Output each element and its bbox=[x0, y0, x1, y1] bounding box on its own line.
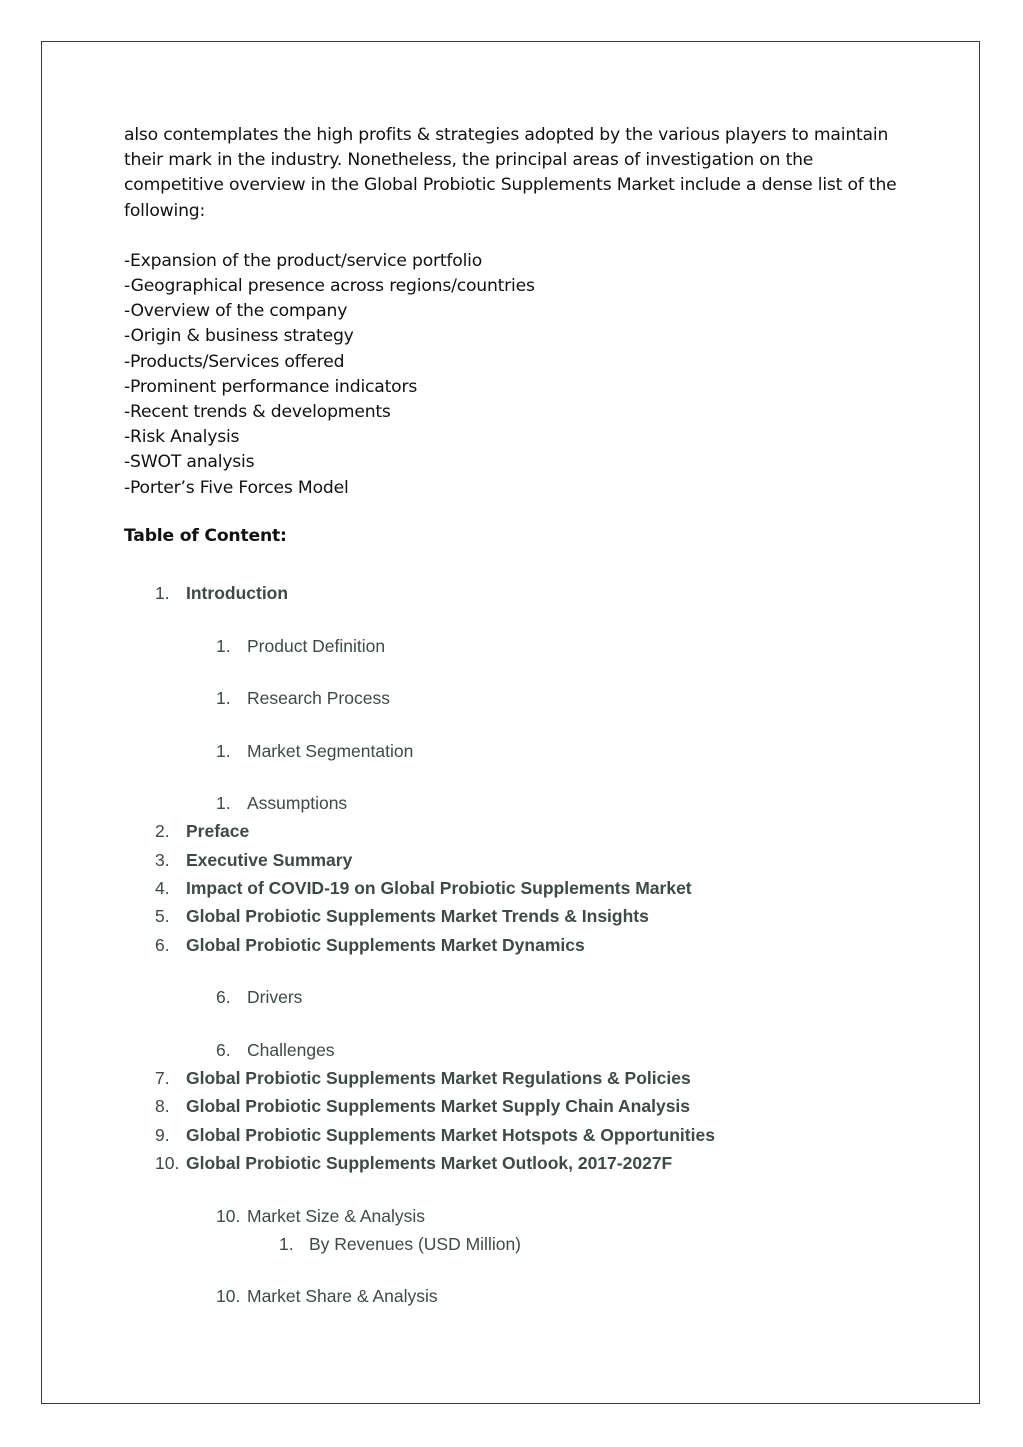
toc-label: Assumptions bbox=[247, 793, 348, 813]
body-text bbox=[124, 123, 914, 501]
toc-label: Introduction bbox=[186, 583, 289, 603]
toc-number: 1. bbox=[216, 793, 231, 813]
toc-label: Global Probiotic Supplements Market Dynamics bbox=[186, 935, 585, 955]
toc-label: Market Segmentation bbox=[247, 741, 414, 761]
toc-number: 9. bbox=[155, 1125, 170, 1145]
list-item: -Expansion of the product/service portfolio bbox=[124, 250, 483, 271]
toc-number: 7. bbox=[155, 1068, 170, 1088]
toc-number: 1. bbox=[216, 688, 231, 708]
intro-paragraph bbox=[124, 123, 914, 224]
toc-label: Global Probiotic Supplements Market Regulations & Policies bbox=[186, 1068, 691, 1088]
feature-list bbox=[124, 249, 914, 501]
toc-number: 5. bbox=[155, 906, 170, 926]
list-item: -Porter’s Five Forces Model bbox=[124, 477, 349, 498]
toc-label: Impact of COVID-19 on Global Probiotic Supplements Market bbox=[186, 878, 692, 898]
intro-line: competitive overview in the Global Probiotic Supplements Market include a dense list of the bbox=[124, 175, 897, 196]
toc-label: Market Size & Analysis bbox=[247, 1206, 425, 1226]
toc-number: 2. bbox=[155, 821, 170, 841]
list-item: -Recent trends & developments bbox=[124, 402, 391, 423]
toc-number: 6. bbox=[155, 935, 170, 955]
intro-line: following: bbox=[124, 200, 206, 221]
toc-number: 10. bbox=[216, 1286, 241, 1306]
toc-label: Global Probiotic Supplements Market Supply Chain Analysis bbox=[186, 1096, 691, 1116]
toc-label: Executive Summary bbox=[186, 850, 353, 870]
list-item: -Risk Analysis bbox=[124, 427, 240, 448]
list-item: -Origin & business strategy bbox=[124, 326, 354, 347]
toc-number: 1. bbox=[155, 583, 170, 603]
toc-label: Market Share & Analysis bbox=[247, 1286, 438, 1306]
list-item: -SWOT analysis bbox=[124, 452, 255, 473]
toc-number: 6. bbox=[216, 987, 231, 1007]
toc-number: 4. bbox=[155, 878, 170, 898]
toc-number: 10. bbox=[155, 1153, 180, 1173]
intro-line: also contemplates the high profits & strategies adopted by the various players to maintain bbox=[124, 125, 889, 145]
toc-number: 3. bbox=[155, 850, 170, 870]
toc-label: Global Probiotic Supplements Market Outlook, 2017-2027F bbox=[186, 1153, 673, 1173]
toc-number: 1. bbox=[279, 1234, 294, 1254]
toc-label: Global Probiotic Supplements Market Hotspots & Opportunities bbox=[186, 1125, 715, 1145]
list-item: -Prominent performance indicators bbox=[124, 376, 418, 397]
toc-heading: Table of Content: bbox=[124, 526, 287, 546]
list-item: -Geographical presence across regions/countries bbox=[124, 276, 535, 297]
list-item: -Products/Services offered bbox=[124, 351, 345, 372]
list-item: -Overview of the company bbox=[124, 301, 348, 322]
toc-number: 6. bbox=[216, 1040, 231, 1060]
toc-number: 10. bbox=[216, 1206, 241, 1226]
toc-label: Drivers bbox=[247, 987, 303, 1007]
toc-label: Challenges bbox=[247, 1040, 335, 1060]
toc-label: Preface bbox=[186, 821, 250, 841]
toc-number: 8. bbox=[155, 1096, 170, 1116]
toc-label: Product Definition bbox=[247, 636, 386, 656]
toc-label: Global Probiotic Supplements Market Trends & Insights bbox=[186, 906, 649, 926]
toc-number: 1. bbox=[216, 636, 231, 656]
toc-label: By Revenues (USD Million) bbox=[309, 1234, 522, 1254]
intro-line: their mark in the industry. Nonetheless, the principal areas of investigation on the bbox=[124, 150, 814, 171]
toc-label: Research Process bbox=[247, 688, 390, 708]
toc-number: 1. bbox=[216, 741, 231, 761]
